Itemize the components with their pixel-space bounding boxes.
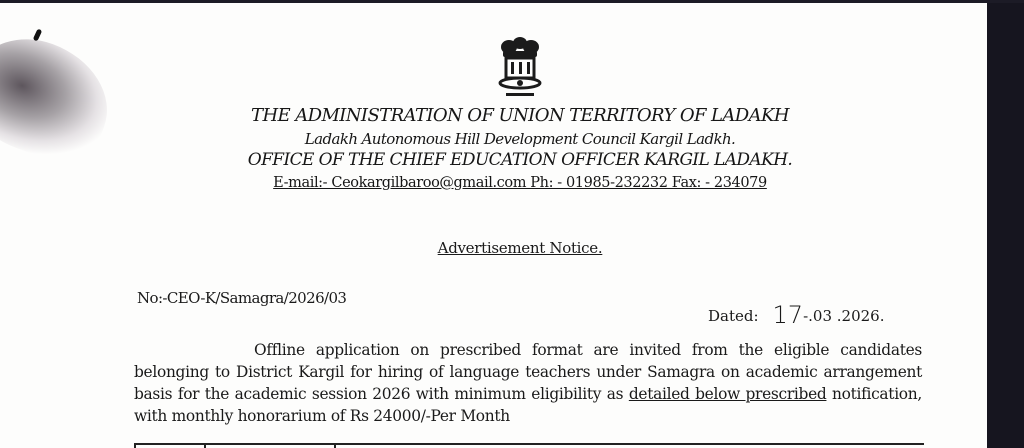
dated-month-year: -.03 .2026. — [803, 307, 885, 325]
body-line-4: notification, with monthly honorarium of Rs 24000/-Per Month — [134, 385, 922, 425]
eligibility-table — [134, 443, 924, 448]
header-contact: E-mail:- Ceokargilbaroo@gmail.com Ph: - 01985-232232 Fax: - 234079 — [273, 175, 767, 191]
header-council: Ladakh Autonomous Hill Development Council Kargil Ladkh. — [304, 130, 736, 148]
date-line — [708, 301, 884, 329]
scanned-document-page — [0, 3, 987, 448]
body-line-4-underlined: detailed below prescribed — [628, 385, 827, 403]
notice-title: Advertisement Notice. — [437, 239, 603, 257]
reference-number: No:-CEO-K/Samagra/2026/03 — [137, 289, 347, 307]
dated-label: Dated: — [708, 307, 759, 325]
ink-mark — [33, 29, 43, 42]
national-emblem-icon — [489, 31, 551, 101]
body-line-1: Offline application on prescribed format are invited from the eligible — [254, 341, 830, 359]
body-line-2: candidates belonging to District Kargil for hiring of language teachers under Samagra on — [134, 341, 922, 381]
body-line-3: academic arrangement basis for the academic session 2026 with minimum eligibility as — [134, 363, 922, 403]
header-office: OFFICE OF THE CHIEF EDUCATION OFFICER KARGIL LADAKH. — [247, 150, 793, 170]
notice-body — [134, 339, 922, 427]
handwritten-day: 17 — [772, 301, 804, 329]
header-administration: THE ADMINISTRATION OF UNION TERRITORY OF LADAKH — [251, 105, 789, 126]
